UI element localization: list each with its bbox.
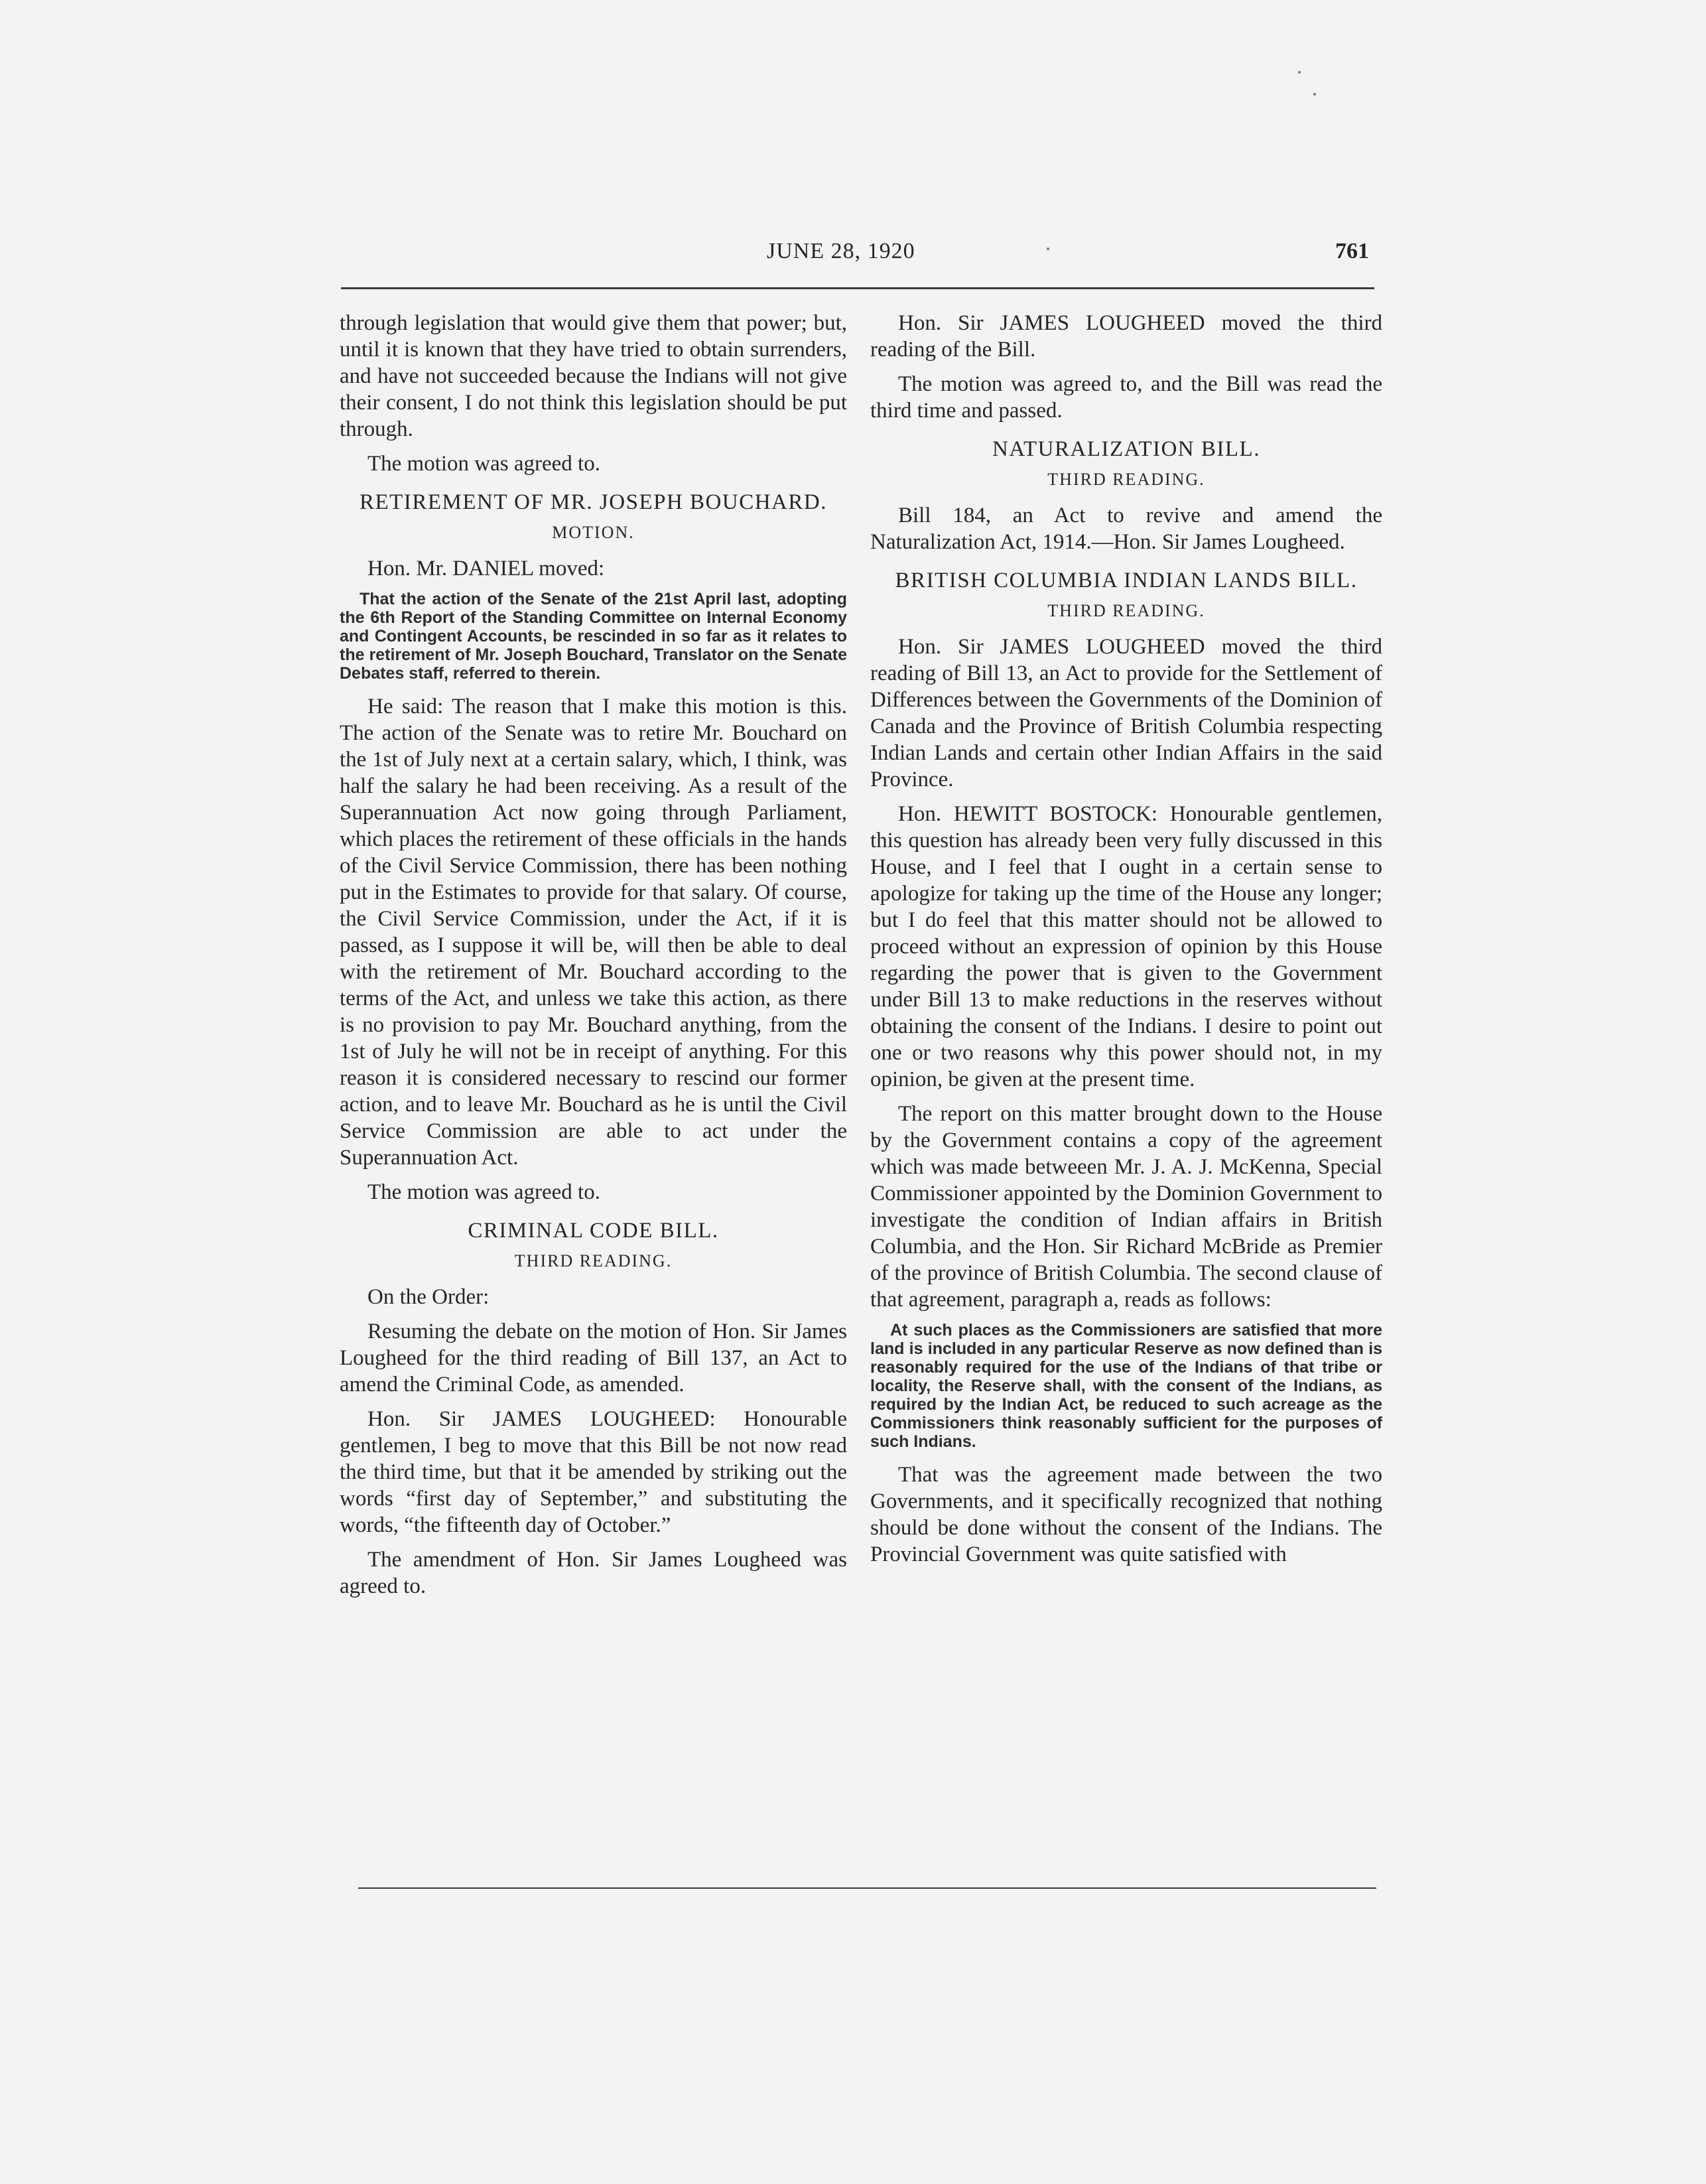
left-column [340, 310, 847, 1607]
running-head-date: JUNE 28, 1920 [767, 239, 915, 263]
scan-speck [1047, 247, 1049, 250]
paragraph: On the Order: [367, 1285, 490, 1309]
paragraph: The motion was agreed to, and the Bill was read the third time and passed. [870, 372, 1382, 423]
page-number: 761 [1335, 239, 1369, 263]
section-subheading: MOTION. [552, 523, 635, 542]
section-heading: BRITISH COLUMBIA INDIAN LANDS BILL. [895, 569, 1358, 592]
scan-speck [1313, 93, 1316, 96]
footer-rule [358, 1887, 1376, 1889]
continued-paragraph: through legislation that would give them that power; but, until it is known that they have tried to obtain surrenders, and have not succeeded because the Indians will not give their consent, I do not think this legislation should be put through. [340, 311, 847, 441]
section-subheading: THIRD READING. [1047, 470, 1205, 489]
paragraph: Hon. Sir JAMES LOUGHEED: Honourable gentlemen, I beg to move that this Bill be not now read the third time, but that it be amended by striking out the words “first day of September,” and substituting the words, “the fifteenth day of October.” [340, 1407, 847, 1537]
paragraph: That was the agreement made between the two Governments, and it specifically recognized that nothing should be done without the consent of the Indians. The Provincial Government was quite satisfied with [870, 1463, 1382, 1566]
paragraph: Resuming the debate on the motion of Hon. Sir James Lougheed for the third reading of Bill 137, an Act to amend the Criminal Code, as amended. [340, 1320, 847, 1397]
paragraph: Bill 184, an Act to revive and amend the Naturalization Act, 1914.—Hon. Sir James Lougheed. [870, 504, 1382, 554]
paragraph: The motion was agreed to. [367, 1180, 600, 1204]
right-column [870, 310, 1382, 1576]
section-subheading: THIRD READING. [1047, 601, 1205, 620]
quoted-resolution: That the action of the Senate of the 21st April last, adopting the 6th Report of the Standing Committee on Internal Economy and Contingent Accounts, be rescinded in so far as it relates to the retirement of Mr. Joseph Bouchard, Translator on the Senate Debates staff, referred to therein. [340, 590, 847, 683]
section-heading: RETIREMENT OF MR. JOSEPH BOUCHARD. [360, 490, 827, 514]
paragraph: Hon. HEWITT BOSTOCK: Honourable gentlemen, this question has already been very fully discussed in this House, and I feel that I ought in a certain sense to apologize for taking up the time of the House any longer; but I do feel that this matter should not be allowed to proceed without an expression of opinion by this House regarding the power that is given to the Government under Bill 13 to make reductions in the reserves without obtaining the consent of the Indians. I desire to point out one or two reasons why this power should not, in my opinion, be given at the present time. [870, 802, 1382, 1091]
paragraph: The report on this matter brought down to the House by the Government contains a copy of the agreement which was made betweeen Mr. J. A. J. McKenna, Special Commissioner appointed by the Dominion Government to investigate the condition of Indian affairs in British Columbia, and the Hon. Sir Richard McBride as Premier of the province of British Columbia. The second clause of that agreement, paragraph a, reads as follows: [870, 1102, 1382, 1312]
paragraph: Hon. Sir JAMES LOUGHEED moved the third reading of Bill 13, an Act to provide for the Settlement of Differences between the Governments of the Dominion of Canada and the Province of British Columbia respecting Indian Lands and certain other Indian Affairs in the said Province. [870, 635, 1382, 791]
section-heading: CRIMINAL CODE BILL. [468, 1219, 719, 1243]
paragraph: The amendment of Hon. Sir James Lougheed was agreed to. [340, 1548, 847, 1598]
paragraph: Hon. Sir JAMES LOUGHEED moved the third reading of the Bill. [870, 311, 1382, 362]
paragraph: The motion was agreed to. [367, 452, 600, 476]
quoted-resolution: At such places as the Commissioners are satisfied that more land is included in any particular Reserve as now defined than is reasonably required for the use of the Indians of that tribe or locality, the Reserve shall, with the consent of the Indians, as required by the Indian Act, be reduced to such acreage as the Commissioners think reasonably sufficient for the purposes of such Indians. [870, 1321, 1382, 1451]
paragraph: Hon. Mr. DANIEL moved: [367, 557, 605, 580]
paragraph: He said: The reason that I make this motion is this. The action of the Senate was to retire Mr. Bouchard on the 1st of July next at a certain salary, which, I think, was half the salary he had been receiving. As a result of the Superannuation Act now going through Parliament, which places the retirement of these officials in the hands of the Civil Service Commission, there has been nothing put in the Estimates to provide for that salary. Of course, the Civil Service Commission, under the Act, if it is passed, as I suppose it will be, will then be able to deal with the retirement of Mr. Bouchard according to the terms of the Act, and unless we take this action, as there is no provision to pay Mr. Bouchard anything, from the 1st of July he will not be in receipt of anything. For this reason it is considered necessary to rescind our former action, and to leave Mr. Bouchard as he is until the Civil Service Commission are able to act under the Superannuation Act. [340, 695, 847, 1170]
scan-speck [1298, 71, 1301, 74]
section-subheading: THIRD READING. [514, 1251, 673, 1270]
header-rule [341, 287, 1374, 289]
section-heading: NATURALIZATION BILL. [992, 437, 1260, 461]
running-head [0, 239, 1706, 272]
